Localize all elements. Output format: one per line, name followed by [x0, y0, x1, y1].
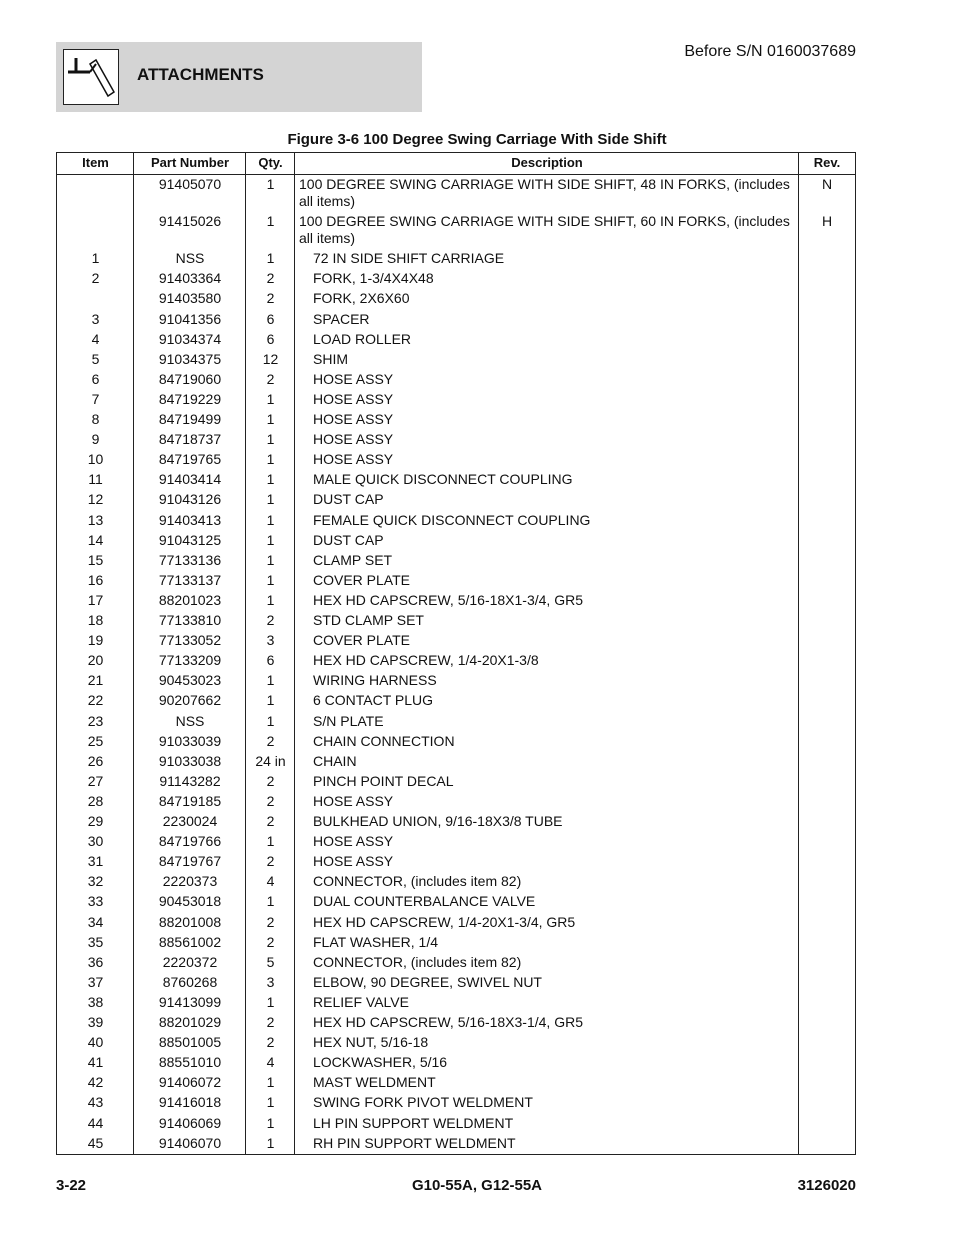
description-cell: FORK, 1-3/4X4X48 [313, 270, 434, 287]
item-cell: 6 [91, 370, 100, 387]
description-cell: MALE QUICK DISCONNECT COUPLING [313, 471, 573, 488]
qty-cell: 2 [266, 813, 275, 829]
item-cell: 1 [91, 250, 100, 267]
qty-cell: 1 [266, 672, 275, 689]
description-cell: 100 DEGREE SWING CARRIAGE WITH SIDE SHIFT, 48 IN FORKS, (includes all items) [299, 176, 790, 209]
item-cell: 41 [87, 1054, 104, 1071]
part-number-cell: 84719060 [158, 370, 222, 387]
qty-cell: 1 [266, 591, 275, 608]
qty-cell: 1 [266, 176, 275, 192]
item-cell: 22 [87, 692, 104, 709]
description-cell: SWING FORK PIVOT WELDMENT [313, 1094, 533, 1111]
item-cell: 8 [91, 411, 100, 427]
item-cell: 16 [87, 571, 104, 588]
description-cell: HEX HD CAPSCREW, 5/16-18X3-1/4, GR5 [313, 1014, 583, 1030]
description-cell: HOSE ASSY [313, 853, 394, 870]
header-divider [57, 174, 855, 175]
description-cell: PINCH POINT DECAL [313, 772, 454, 789]
description-cell: DUST CAP [313, 531, 384, 548]
qty-cell: 1 [266, 833, 275, 850]
description-cell: FORK, 2X6X60 [313, 290, 410, 307]
item-cell: 35 [87, 933, 104, 950]
qty-cell: 2 [266, 732, 275, 749]
qty-cell: 2 [266, 290, 275, 307]
description-cell: SHIM [313, 350, 348, 367]
item-cell: 20 [87, 652, 104, 669]
part-number-cell: 88201029 [158, 1014, 222, 1030]
item-cell: 4 [91, 330, 100, 347]
part-number-cell: 91033039 [158, 732, 222, 749]
part-number-cell: NSS [175, 250, 205, 267]
description-cell: DUST CAP [313, 491, 384, 508]
part-number-cell: 91143282 [159, 772, 221, 789]
qty-cell: 1 [266, 551, 275, 568]
column-header-item: Item [82, 155, 109, 170]
item-cell: 18 [87, 612, 104, 628]
item-cell: 5 [91, 350, 100, 367]
item-cell: 19 [87, 632, 104, 649]
column-header-rev: Rev. [813, 155, 841, 170]
item-cell: 36 [87, 953, 104, 970]
description-cell: HEX HD CAPSCREW, 1/4-20X1-3/8 [313, 652, 539, 669]
figure-title: Figure 3-6 100 Degree Swing Carriage With Side Shift [287, 131, 667, 148]
page-number: 3-22 [56, 1177, 87, 1194]
item-cell: 21 [87, 672, 104, 689]
qty-cell: 1 [266, 451, 275, 468]
qty-cell: 1 [266, 1094, 275, 1111]
item-cell: 17 [87, 591, 104, 608]
part-number-cell: 91043125 [158, 531, 222, 548]
part-number-cell: 88501005 [158, 1034, 222, 1051]
qty-cell: 1 [266, 531, 275, 548]
part-number-cell: 88551010 [158, 1054, 222, 1071]
item-cell: 29 [87, 813, 104, 829]
description-cell: RELIEF VALVE [313, 993, 409, 1010]
item-cell: 9 [91, 431, 100, 448]
qty-cell: 12 [262, 350, 279, 367]
item-cell: 42 [87, 1074, 104, 1091]
description-cell: DUAL COUNTERBALANCE VALVE [313, 893, 536, 910]
qty-cell: 3 [266, 632, 275, 649]
qty-cell: 2 [266, 933, 275, 950]
part-number-cell: 91415026 [158, 213, 222, 230]
description-cell: 72 IN SIDE SHIFT CARRIAGE [313, 250, 505, 267]
part-number-cell: 8760268 [162, 973, 218, 990]
qty-cell: 1 [266, 1074, 275, 1091]
document-number: 3126020 [797, 1177, 856, 1194]
item-cell: 7 [91, 390, 100, 407]
part-number-cell: 90453018 [158, 893, 222, 910]
description-cell: HEX NUT, 5/16-18 [313, 1034, 429, 1051]
part-number-cell: 88201023 [158, 591, 222, 608]
description-cell: HOSE ASSY [313, 431, 394, 448]
part-number-cell: 91416018 [158, 1094, 222, 1111]
description-cell: WIRING HARNESS [313, 672, 437, 689]
description-cell: LOAD ROLLER [313, 330, 412, 347]
part-number-cell: 90207662 [158, 692, 222, 709]
description-cell: CONNECTOR, (includes item 82) [313, 953, 522, 970]
qty-cell: 1 [266, 511, 275, 528]
description-cell: FLAT WASHER, 1/4 [313, 933, 438, 950]
qty-cell: 2 [266, 913, 275, 930]
qty-cell: 2 [266, 612, 275, 628]
part-number-cell: 91406069 [158, 1114, 222, 1131]
qty-cell: 6 [266, 652, 275, 669]
qty-cell: 1 [266, 471, 275, 488]
item-cell: 40 [87, 1034, 104, 1051]
item-cell: 12 [87, 491, 104, 508]
qty-cell: 3 [266, 973, 275, 990]
part-number-cell: 90453023 [158, 672, 222, 689]
qty-cell: 2 [266, 792, 275, 809]
part-number-cell: 91406070 [158, 1134, 222, 1151]
qty-cell: 1 [266, 571, 275, 588]
description-cell: 6 CONTACT PLUG [313, 692, 434, 709]
item-cell: 30 [87, 833, 104, 850]
description-cell: LH PIN SUPPORT WELDMENT [313, 1114, 514, 1131]
qty-cell: 1 [266, 1134, 275, 1151]
qty-cell: 2 [266, 370, 275, 387]
description-cell: RH PIN SUPPORT WELDMENT [313, 1134, 516, 1151]
part-number-cell: 2220373 [162, 873, 218, 890]
description-cell: 100 DEGREE SWING CARRIAGE WITH SIDE SHIFT, 60 IN FORKS, (includes all items) [299, 213, 790, 247]
item-cell: 25 [87, 732, 104, 749]
qty-cell: 1 [266, 250, 275, 267]
part-number-cell: 91041356 [158, 310, 222, 327]
description-cell: MAST WELDMENT [313, 1074, 436, 1091]
serial-note: Before S/N 0160037689 [684, 43, 856, 60]
description-cell: CHAIN [313, 752, 357, 769]
description-cell: HOSE ASSY [313, 390, 394, 407]
description-cell: CHAIN CONNECTION [313, 732, 455, 749]
description-cell: FEMALE QUICK DISCONNECT COUPLING [313, 511, 591, 528]
item-cell: 32 [87, 873, 104, 890]
qty-cell: 5 [266, 953, 275, 970]
description-cell: COVER PLATE [313, 632, 410, 649]
qty-cell: 1 [266, 213, 275, 230]
rev-cell: H [821, 213, 833, 230]
part-number-cell: 2220372 [162, 953, 218, 970]
item-cell: 10 [87, 451, 104, 468]
qty-cell: 4 [266, 1054, 275, 1071]
item-cell: 43 [87, 1094, 104, 1111]
part-number-cell: 91034374 [158, 330, 222, 347]
column-header-part-number: Part Number [150, 155, 230, 170]
qty-cell: 6 [266, 330, 275, 347]
item-cell: 39 [87, 1014, 104, 1030]
item-cell: 3 [91, 310, 100, 327]
qty-cell: 2 [266, 1014, 275, 1030]
item-cell: 2 [91, 270, 100, 287]
description-cell: HEX HD CAPSCREW, 5/16-18X1-3/4, GR5 [313, 591, 583, 608]
item-cell: 33 [87, 893, 104, 910]
item-cell: 26 [87, 752, 104, 769]
qty-cell: 6 [266, 310, 275, 327]
description-cell: HOSE ASSY [313, 792, 394, 809]
part-number-cell: 84719767 [158, 853, 222, 870]
qty-cell: 2 [266, 270, 275, 287]
item-cell: 34 [87, 913, 104, 930]
qty-cell: 1 [266, 390, 275, 407]
description-cell: S/N PLATE [313, 712, 384, 729]
part-number-cell: 91403413 [158, 511, 222, 528]
part-number-cell: 88561002 [158, 933, 222, 950]
part-number-cell: 84719499 [158, 411, 222, 427]
description-cell: HEX HD CAPSCREW, 1/4-20X1-3/4, GR5 [313, 913, 576, 930]
part-number-cell: 77133209 [158, 652, 222, 669]
column-header-qty: Qty. [258, 155, 283, 170]
part-number-cell: 91413099 [158, 993, 222, 1010]
qty-cell: 1 [266, 692, 275, 709]
item-cell: 44 [87, 1114, 104, 1131]
description-cell: HOSE ASSY [313, 451, 394, 468]
part-number-cell: 91406072 [158, 1074, 222, 1091]
description-cell: HOSE ASSY [313, 833, 394, 850]
qty-cell: 2 [266, 853, 275, 870]
part-number-cell: 88201008 [158, 913, 222, 930]
item-cell: 45 [87, 1134, 104, 1151]
attachment-boom-icon [63, 49, 119, 105]
parts-table [56, 152, 856, 1155]
qty-cell: 1 [266, 411, 275, 427]
part-number-cell: 91034375 [158, 350, 222, 367]
item-cell: 14 [87, 531, 104, 548]
description-cell: SPACER [313, 310, 370, 327]
description-cell: CLAMP SET [313, 551, 393, 568]
qty-cell: 24 in [255, 752, 286, 769]
qty-cell: 4 [266, 873, 275, 890]
description-cell: BULKHEAD UNION, 9/16-18X3/8 TUBE [313, 813, 563, 829]
part-number-cell: 84719766 [158, 833, 222, 850]
description-cell: CONNECTOR, (includes item 82) [313, 873, 522, 890]
qty-cell: 1 [266, 712, 275, 729]
item-cell: 31 [87, 853, 104, 870]
part-number-cell: NSS [175, 712, 205, 729]
part-number-cell: 91403580 [158, 290, 222, 307]
part-number-cell: 91403364 [158, 270, 222, 287]
part-number-cell: 77133136 [158, 551, 222, 568]
description-cell: STD CLAMP SET [313, 612, 424, 628]
rev-cell: N [821, 176, 833, 192]
description-cell: ELBOW, 90 DEGREE, SWIVEL NUT [313, 973, 542, 990]
qty-cell: 2 [266, 1034, 275, 1051]
part-number-cell: 77133810 [158, 612, 222, 628]
part-number-cell: 77133052 [158, 632, 222, 649]
qty-cell: 1 [266, 893, 275, 910]
item-cell: 28 [87, 792, 104, 809]
section-title: ATTACHMENTS [137, 65, 264, 84]
item-cell: 27 [87, 772, 104, 789]
item-cell: 38 [87, 993, 104, 1010]
part-number-cell: 84718737 [158, 431, 222, 448]
qty-cell: 1 [266, 993, 275, 1010]
item-cell: 37 [87, 973, 104, 990]
part-number-cell: 91033038 [158, 752, 222, 769]
part-number-cell: 91405070 [158, 176, 222, 192]
description-cell: HOSE ASSY [313, 370, 394, 387]
item-cell: 15 [87, 551, 104, 568]
part-number-cell: 77133137 [158, 571, 222, 588]
description-cell: LOCKWASHER, 5/16 [313, 1054, 448, 1071]
part-number-cell: 2230024 [162, 813, 218, 829]
model-name: G10-55A, G12-55A [411, 1177, 543, 1194]
description-cell: HOSE ASSY [313, 411, 394, 427]
part-number-cell: 91043126 [158, 491, 222, 508]
part-number-cell: 84719765 [158, 451, 222, 468]
item-cell: 23 [87, 712, 104, 729]
part-number-cell: 84719185 [158, 792, 222, 809]
description-cell: COVER PLATE [313, 571, 410, 588]
part-number-cell: 91403414 [158, 471, 222, 488]
column-header-description: Description [511, 155, 583, 170]
qty-cell: 1 [266, 1114, 275, 1131]
item-cell: 13 [87, 511, 104, 528]
qty-cell: 2 [266, 772, 275, 789]
part-number-cell: 84719229 [158, 390, 222, 407]
qty-cell: 1 [266, 431, 275, 448]
item-cell: 11 [88, 471, 103, 488]
qty-cell: 1 [266, 491, 275, 508]
